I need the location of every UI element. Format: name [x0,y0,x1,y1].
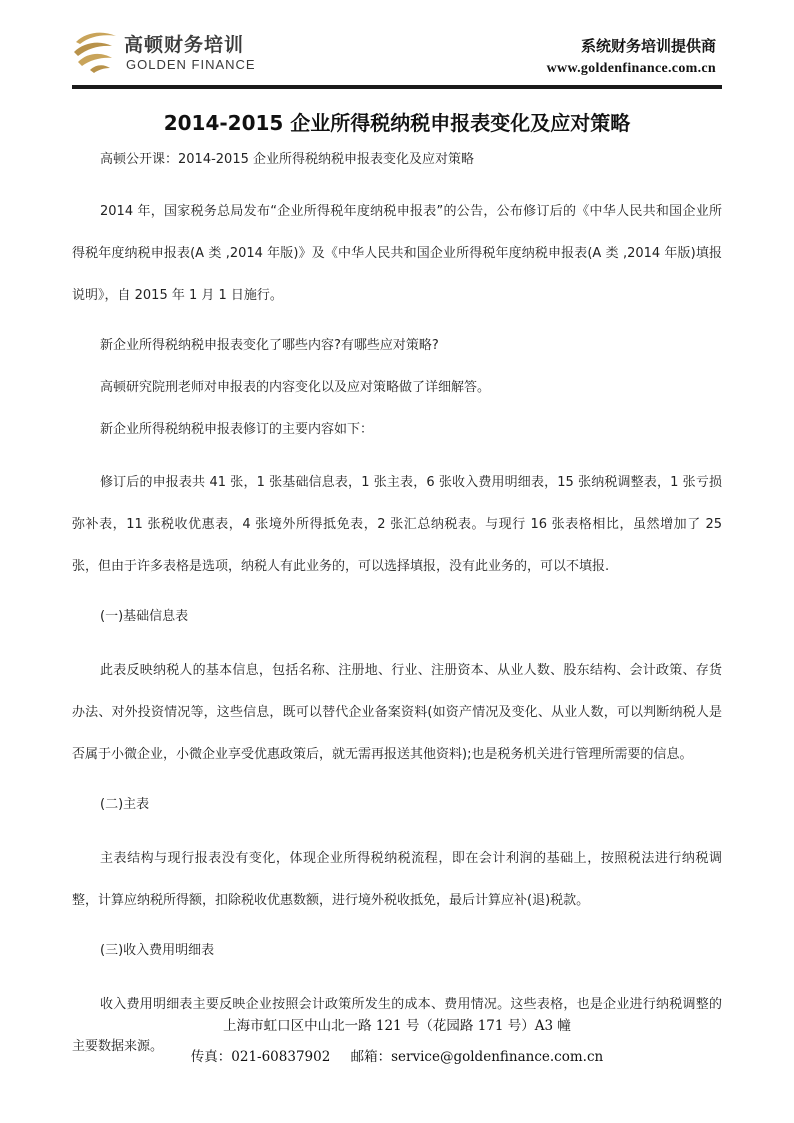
footer-email[interactable]: 邮箱：service@goldenfinance.com.cn [350,1049,604,1065]
paragraph-announcement: 2014 年，国家税务总局发布“企业所得税年度纳税申报表”的公告，公布修订后的《中华人民共和国企业所得税年度纳税申报表(A 类 ,2014 年版)》及《中华人民共和国企业所得税年度纳税申报表(A 类 ,2014 年版)填报说明》，自 2015 年 1 月 1 日施行。 [72,204,722,303]
paragraph-answer-note: 高顿研究院刑老师对申报表的内容变化以及应对策略做了详细解答。 [100,380,491,395]
section-heading-main-form: (二)主表 [100,797,150,812]
paragraph-main-form: 主表结构与现行报表没有变化，体现企业所得税纳税流程，即在会计利润的基础上，按照税法进行纳税调整，计算应纳税所得额，扣除税收优惠数额，进行境外税收抵免，最后计算应补(退)税款。 [72,851,722,908]
header-divider [72,85,722,89]
section-heading-income-expense: (三)收入费用明细表 [100,943,215,958]
section-heading-basic-info: (一)基础信息表 [100,609,189,624]
document-body [72,150,722,1065]
paragraph-question: 新企业所得税纳税申报表变化了哪些内容?有哪些应对策略? [100,338,439,353]
paragraph-intro: 高顿公开课：2014-2015 企业所得税纳税申报表变化及应对策略 [100,152,474,167]
footer-contact [0,1045,794,1065]
footer-address: 上海市虹口区中山北一路 121 号（花园路 171 号）A3 幢 [223,1018,571,1034]
document-title: 2014-2015 企业所得税纳税申报表变化及应对策略 [163,111,631,135]
paragraph-basic-info: 此表反映纳税人的基本信息，包括名称、注册地、行业、注册资本、从业人数、股东结构、会计政策、存货办法、对外投资情况等，这些信息，既可以替代企业备案资料(如资产情况及变化、从业人数，可以判断纳税人是否属于小微企业，小微企业享受优惠政策后，就无需再报送其他资料);也是税务机关进行管理所需要的信息。 [72,663,722,762]
page-header [0,0,794,95]
paragraph-form-count: 修订后的申报表共 41 张，1 张基础信息表，1 张主表，6 张收入费用明细表，15 张纳税调整表，1 张亏损弥补表，11 张税收优惠表，4 张境外所得抵免表，2 张汇总纳税表。与现行 16 张表格相比，虽然增加了 25 张，但由于许多表格是选项，纳税人有此业务的，可以选择填报，没有此业务的，可以不填报. [72,475,722,574]
paragraph-main-content-intro: 新企业所得税纳税申报表修订的主要内容如下： [100,422,374,437]
paragraph-income-expense: 收入费用明细表主要反映企业按照会计政策所发生的成本、费用情况。这些表格，也是企业进行纳税调整的主要数据来源。 [72,997,722,1054]
header-slogan: 系统财务培训提供商 [580,37,716,55]
header-website-link[interactable]: www.goldenfinance.com.cn [546,61,716,76]
brand-name-en: GOLDEN FINANCE [126,57,256,72]
footer-fax: 传真：021-60837902 [190,1049,331,1065]
golden-finance-logo [72,26,272,82]
golden-swirl-logo-icon [72,26,120,74]
brand-name-cn: 高顿财务培训 [124,34,245,56]
